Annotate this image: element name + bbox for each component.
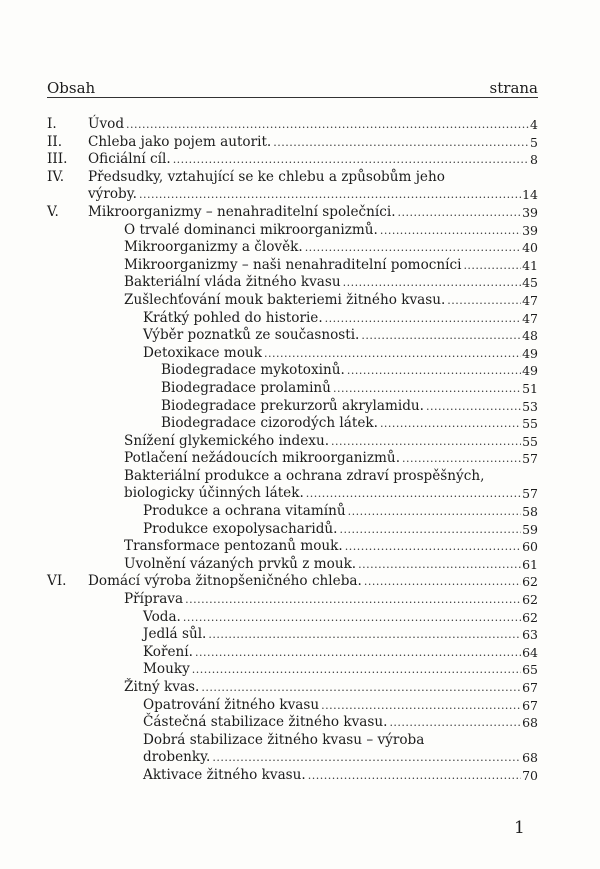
entry-page: 63	[522, 627, 538, 643]
entry-title: Mikroorganizmy – nenahraditelní společníci.	[88, 203, 396, 220]
entry-title: Předsudky, vztahující se ke chlebu a způsobům jeho	[88, 168, 445, 185]
entry-page: 64	[522, 644, 538, 660]
toc-entry	[47, 749, 538, 767]
toc-entry	[47, 116, 538, 134]
dot-leader	[361, 327, 521, 345]
entry-page: 59	[522, 521, 538, 537]
toc-entry	[47, 415, 538, 433]
entry-title: Snížení glykemického indexu.	[124, 432, 330, 449]
toc-entry	[47, 626, 538, 644]
toc-entry	[47, 345, 538, 363]
entry-page: 70	[522, 767, 538, 783]
entry-page: 45	[522, 275, 538, 291]
entry-page: 67	[522, 697, 538, 713]
entry-page: 61	[522, 556, 538, 572]
dot-leader	[306, 485, 521, 503]
entry-page: 41	[522, 257, 538, 273]
entry-page: 39	[522, 222, 538, 238]
dot-leader	[340, 521, 522, 539]
toc-entry	[47, 327, 538, 345]
entry-title: Produkce exopolysacharidů.	[143, 520, 338, 537]
entry-page: 47	[522, 310, 538, 326]
dot-leader	[264, 345, 521, 363]
toc-entry	[47, 204, 538, 222]
toc-entry	[47, 714, 538, 732]
entry-page: 65	[522, 662, 538, 678]
dot-leader	[185, 591, 521, 609]
toc-title: Obsah	[47, 79, 96, 97]
toc-entry	[47, 538, 538, 556]
entry-page: 49	[522, 345, 538, 361]
entry-page: 48	[522, 328, 538, 344]
entry-title: Chleba jako pojem autorit.	[88, 133, 272, 150]
chapter-number: VI.	[47, 573, 67, 590]
dot-leader	[126, 116, 529, 134]
toc-entry	[47, 450, 538, 468]
toc-entry	[47, 732, 538, 750]
entry-title: Mikroorganizmy – naši nenahraditelní pomocníci	[124, 256, 462, 273]
entry-title: drobenky.	[143, 749, 211, 766]
entry-page: 60	[522, 539, 538, 555]
page-column-label: strana	[489, 79, 538, 97]
entry-title: Bakteriální produkce a ochrana zdraví prospěšných,	[124, 467, 485, 484]
entry-title: Jedlá sůl.	[143, 626, 207, 643]
toc-entry	[47, 591, 538, 609]
chapter-number: II.	[47, 133, 63, 150]
entry-page: 67	[522, 680, 538, 695]
dot-leader	[325, 310, 521, 328]
dot-leader	[212, 749, 521, 767]
toc-entry	[47, 556, 538, 574]
entry-page: 39	[522, 204, 538, 220]
entry-title: Uvolnění vázaných prvků z mouk.	[124, 555, 357, 572]
toc-entry	[47, 609, 538, 627]
toc-entry	[47, 362, 538, 380]
entry-page: 14	[522, 187, 538, 203]
entry-title: Výběr poznatků ze současnosti.	[143, 327, 360, 344]
toc-entry	[47, 398, 538, 416]
dot-leader	[195, 644, 521, 662]
dot-leader	[173, 151, 529, 169]
entry-title: Aktivace žitného kvasu.	[143, 766, 306, 783]
entry-title: Biodegradace mykotoxinů.	[161, 362, 345, 379]
dot-leader	[380, 222, 521, 240]
dot-leader	[380, 415, 521, 433]
page-number: 1	[514, 818, 525, 838]
entry-title: Produkce a ochrana vitamínů	[143, 503, 346, 520]
entry-title: Biodegradace prolaminů	[161, 379, 331, 396]
chapter-number: IV.	[47, 168, 65, 185]
toc-entry	[47, 380, 538, 398]
toc-entry	[47, 485, 538, 503]
entry-title: Transformace pentozanů mouk.	[124, 538, 343, 555]
entry-page: 62	[522, 609, 538, 625]
entry-title: Opatrování žitného kvasu	[143, 696, 320, 713]
toc-entry	[47, 661, 538, 679]
entry-page: 47	[522, 292, 538, 308]
toc-entry	[47, 257, 538, 275]
entry-title: Mouky	[143, 661, 190, 678]
entry-page: 4	[530, 117, 538, 132]
dot-leader	[358, 556, 521, 574]
toc-entry	[47, 274, 538, 292]
entry-page: 8	[530, 152, 538, 168]
dot-leader	[273, 134, 529, 152]
entry-page: 51	[522, 380, 538, 396]
dot-leader	[331, 433, 521, 451]
entry-title: Domácí výroba žitnopšeničného chleba.	[88, 573, 362, 590]
dot-leader	[333, 380, 521, 398]
toc-entry	[47, 644, 538, 662]
dot-leader	[426, 398, 521, 416]
entry-page: 49	[522, 363, 538, 379]
entry-title: Dobrá stabilizace žitného kvasu – výroba	[143, 731, 425, 748]
entry-title: Biodegradace cizorodých látek.	[161, 415, 378, 432]
dot-leader	[208, 626, 521, 644]
entry-title: Detoxikace mouk	[143, 344, 262, 361]
entry-page: 58	[522, 504, 538, 520]
entry-page: 68	[522, 715, 538, 731]
toc-entry	[47, 767, 538, 785]
dot-leader	[364, 573, 521, 591]
entry-title: Žitný kvas.	[124, 679, 200, 695]
entry-title: Bakteriální vláda žitného kvasu	[124, 274, 341, 291]
toc-entry	[47, 292, 538, 310]
entry-page: 62	[522, 574, 538, 590]
toc-entry	[47, 151, 538, 169]
entry-title: Mikroorganizmy a člověk.	[124, 239, 303, 256]
toc-entry	[47, 573, 538, 591]
entry-page: 5	[530, 134, 538, 150]
entry-title: Zušlechťování mouk bakteriemi žitného kvasu.	[124, 291, 446, 308]
toc-entry	[47, 468, 538, 486]
toc-entry	[47, 310, 538, 328]
entry-title: biologicky účinných látek.	[124, 485, 304, 502]
entry-title: Biodegradace prekurzorů akrylamidu.	[161, 397, 425, 414]
entry-title: Krátký pohled do historie.	[143, 309, 323, 326]
toc-header	[47, 78, 538, 98]
toc-entry	[47, 521, 538, 539]
entry-title: Příprava	[124, 591, 184, 608]
dot-leader	[447, 292, 521, 310]
dot-leader	[402, 450, 521, 468]
dot-leader	[389, 714, 521, 732]
entry-page: 53	[522, 398, 538, 414]
entry-page: 57	[522, 486, 538, 502]
dot-leader	[192, 661, 521, 679]
entry-title: Oficiální cíl.	[88, 151, 171, 168]
table-of-contents	[47, 116, 538, 785]
entry-page: 62	[522, 592, 538, 608]
entry-title: O trvalé dominanci mikroorganizmů.	[124, 221, 378, 238]
chapter-number: III.	[47, 151, 68, 168]
dot-leader	[463, 257, 521, 275]
dot-leader	[398, 204, 522, 222]
toc-entry	[47, 503, 538, 521]
entry-title: Voda.	[143, 608, 181, 625]
toc-entry	[47, 169, 538, 187]
entry-title: Koření.	[143, 643, 193, 660]
entry-page: 55	[522, 416, 538, 432]
chapter-number: V.	[47, 203, 59, 220]
toc-entry	[47, 697, 538, 715]
entry-title: Úvod	[88, 116, 125, 132]
entry-title: Potlačení nežádoucích mikroorganizmů.	[124, 450, 401, 467]
dot-leader	[345, 538, 521, 556]
entry-page: 68	[522, 750, 538, 766]
toc-entry	[47, 679, 538, 697]
chapter-number: I.	[47, 116, 57, 132]
toc-entry	[47, 134, 538, 152]
entry-page: 55	[522, 433, 538, 449]
toc-entry	[47, 239, 538, 257]
dot-leader	[183, 609, 521, 627]
toc-entry	[47, 222, 538, 240]
toc-entry	[47, 186, 538, 204]
entry-page: 57	[522, 451, 538, 467]
dot-leader	[321, 697, 521, 715]
dot-leader	[308, 767, 521, 785]
dot-leader	[201, 679, 521, 697]
entry-title: Částečná stabilizace žitného kvasu.	[143, 714, 388, 731]
toc-entry	[47, 433, 538, 451]
entry-title: výroby.	[88, 186, 137, 203]
dot-leader	[139, 186, 521, 204]
dot-leader	[305, 239, 521, 257]
dot-leader	[348, 503, 521, 521]
dot-leader	[343, 274, 521, 292]
entry-page: 40	[522, 240, 538, 256]
dot-leader	[347, 362, 521, 380]
